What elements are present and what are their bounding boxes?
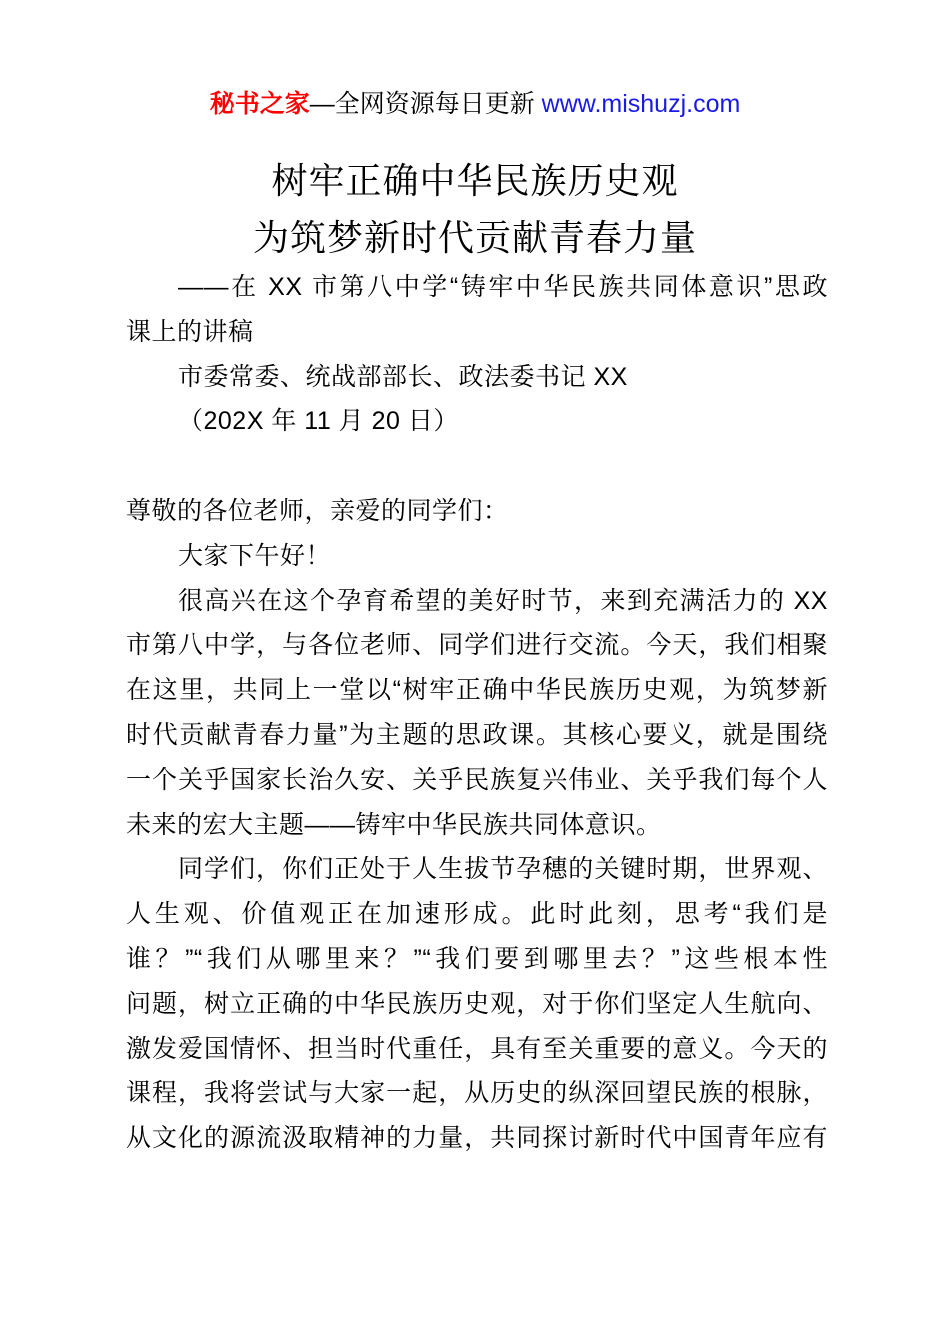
site-header bbox=[0, 84, 950, 124]
document-title-line-2: 为筑梦新时代贡献青春力量 bbox=[252, 217, 697, 258]
document-body bbox=[126, 265, 828, 1161]
blank-line bbox=[126, 444, 828, 489]
body-text-line: 未来的宏大主题——铸牢中华民族共同体意识。 bbox=[126, 810, 662, 839]
document-title bbox=[0, 152, 950, 266]
body-text-line: 问题，树立正确的中华民族历史观，对于你们坚定人生航向、 bbox=[126, 989, 828, 1018]
body-text-line: 激发爱国情怀、担当时代重任，具有至关重要的意义。今天的 bbox=[126, 1034, 828, 1063]
body-text-line: 很高兴在这个孕育希望的美好时节，来到充满活力的 XX bbox=[178, 586, 828, 615]
document-title-line-1: 树牢正确中华民族历史观 bbox=[271, 160, 679, 201]
site-tagline: —全网资源每日更新 bbox=[309, 90, 542, 118]
body-text-line: 一个关乎国家长治久安、关乎民族复兴伟业、关乎我们每个人 bbox=[126, 765, 828, 794]
body-text-line: 从文化的源流汲取精神的力量，共同探讨新时代中国青年应有 bbox=[126, 1124, 828, 1153]
subtitle-line-1: ——在 XX 市第八中学“铸牢中华民族共同体意识”思政 bbox=[178, 273, 828, 301]
body-text-line: 同学们，你们正处于人生拔节孕穗的关键时期，世界观、 bbox=[178, 855, 828, 884]
body-text-line: 人生观、价值观正在加速形成。此时此刻，思考“我们是 bbox=[126, 900, 828, 929]
subtitle-line-2: 课上的讲稿 bbox=[126, 317, 254, 346]
body-text-line: 在这里，共同上一堂以“树牢正确中华民族历史观，为筑梦新 bbox=[126, 676, 828, 705]
body-text-line: 谁？”“我们从哪里来？”“我们要到哪里去？”这些根本性 bbox=[126, 944, 828, 973]
body-paragraphs bbox=[126, 489, 828, 1161]
body-text-line: 市第八中学，与各位老师、同学们进行交流。今天，我们相聚 bbox=[126, 631, 828, 660]
site-brand: 秘书之家 bbox=[209, 90, 310, 118]
date-line: （202X 年 11 月 20 日） bbox=[178, 407, 459, 436]
body-text-line: 课程，我将尝试与大家一起，从历史的纵深回望民族的根脉， bbox=[126, 1079, 828, 1108]
author-line: 市委常委、统战部部长、政法委书记 XX bbox=[178, 362, 628, 391]
body-text-line: 时代贡献青春力量”为主题的思政课。其核心要义，就是围绕 bbox=[126, 720, 828, 749]
site-url-link[interactable]: www.mishuzj.com bbox=[541, 90, 741, 118]
body-text-line: 尊敬的各位老师，亲爱的同学们： bbox=[126, 496, 509, 525]
body-text-line: 大家下午好！ bbox=[178, 541, 332, 570]
